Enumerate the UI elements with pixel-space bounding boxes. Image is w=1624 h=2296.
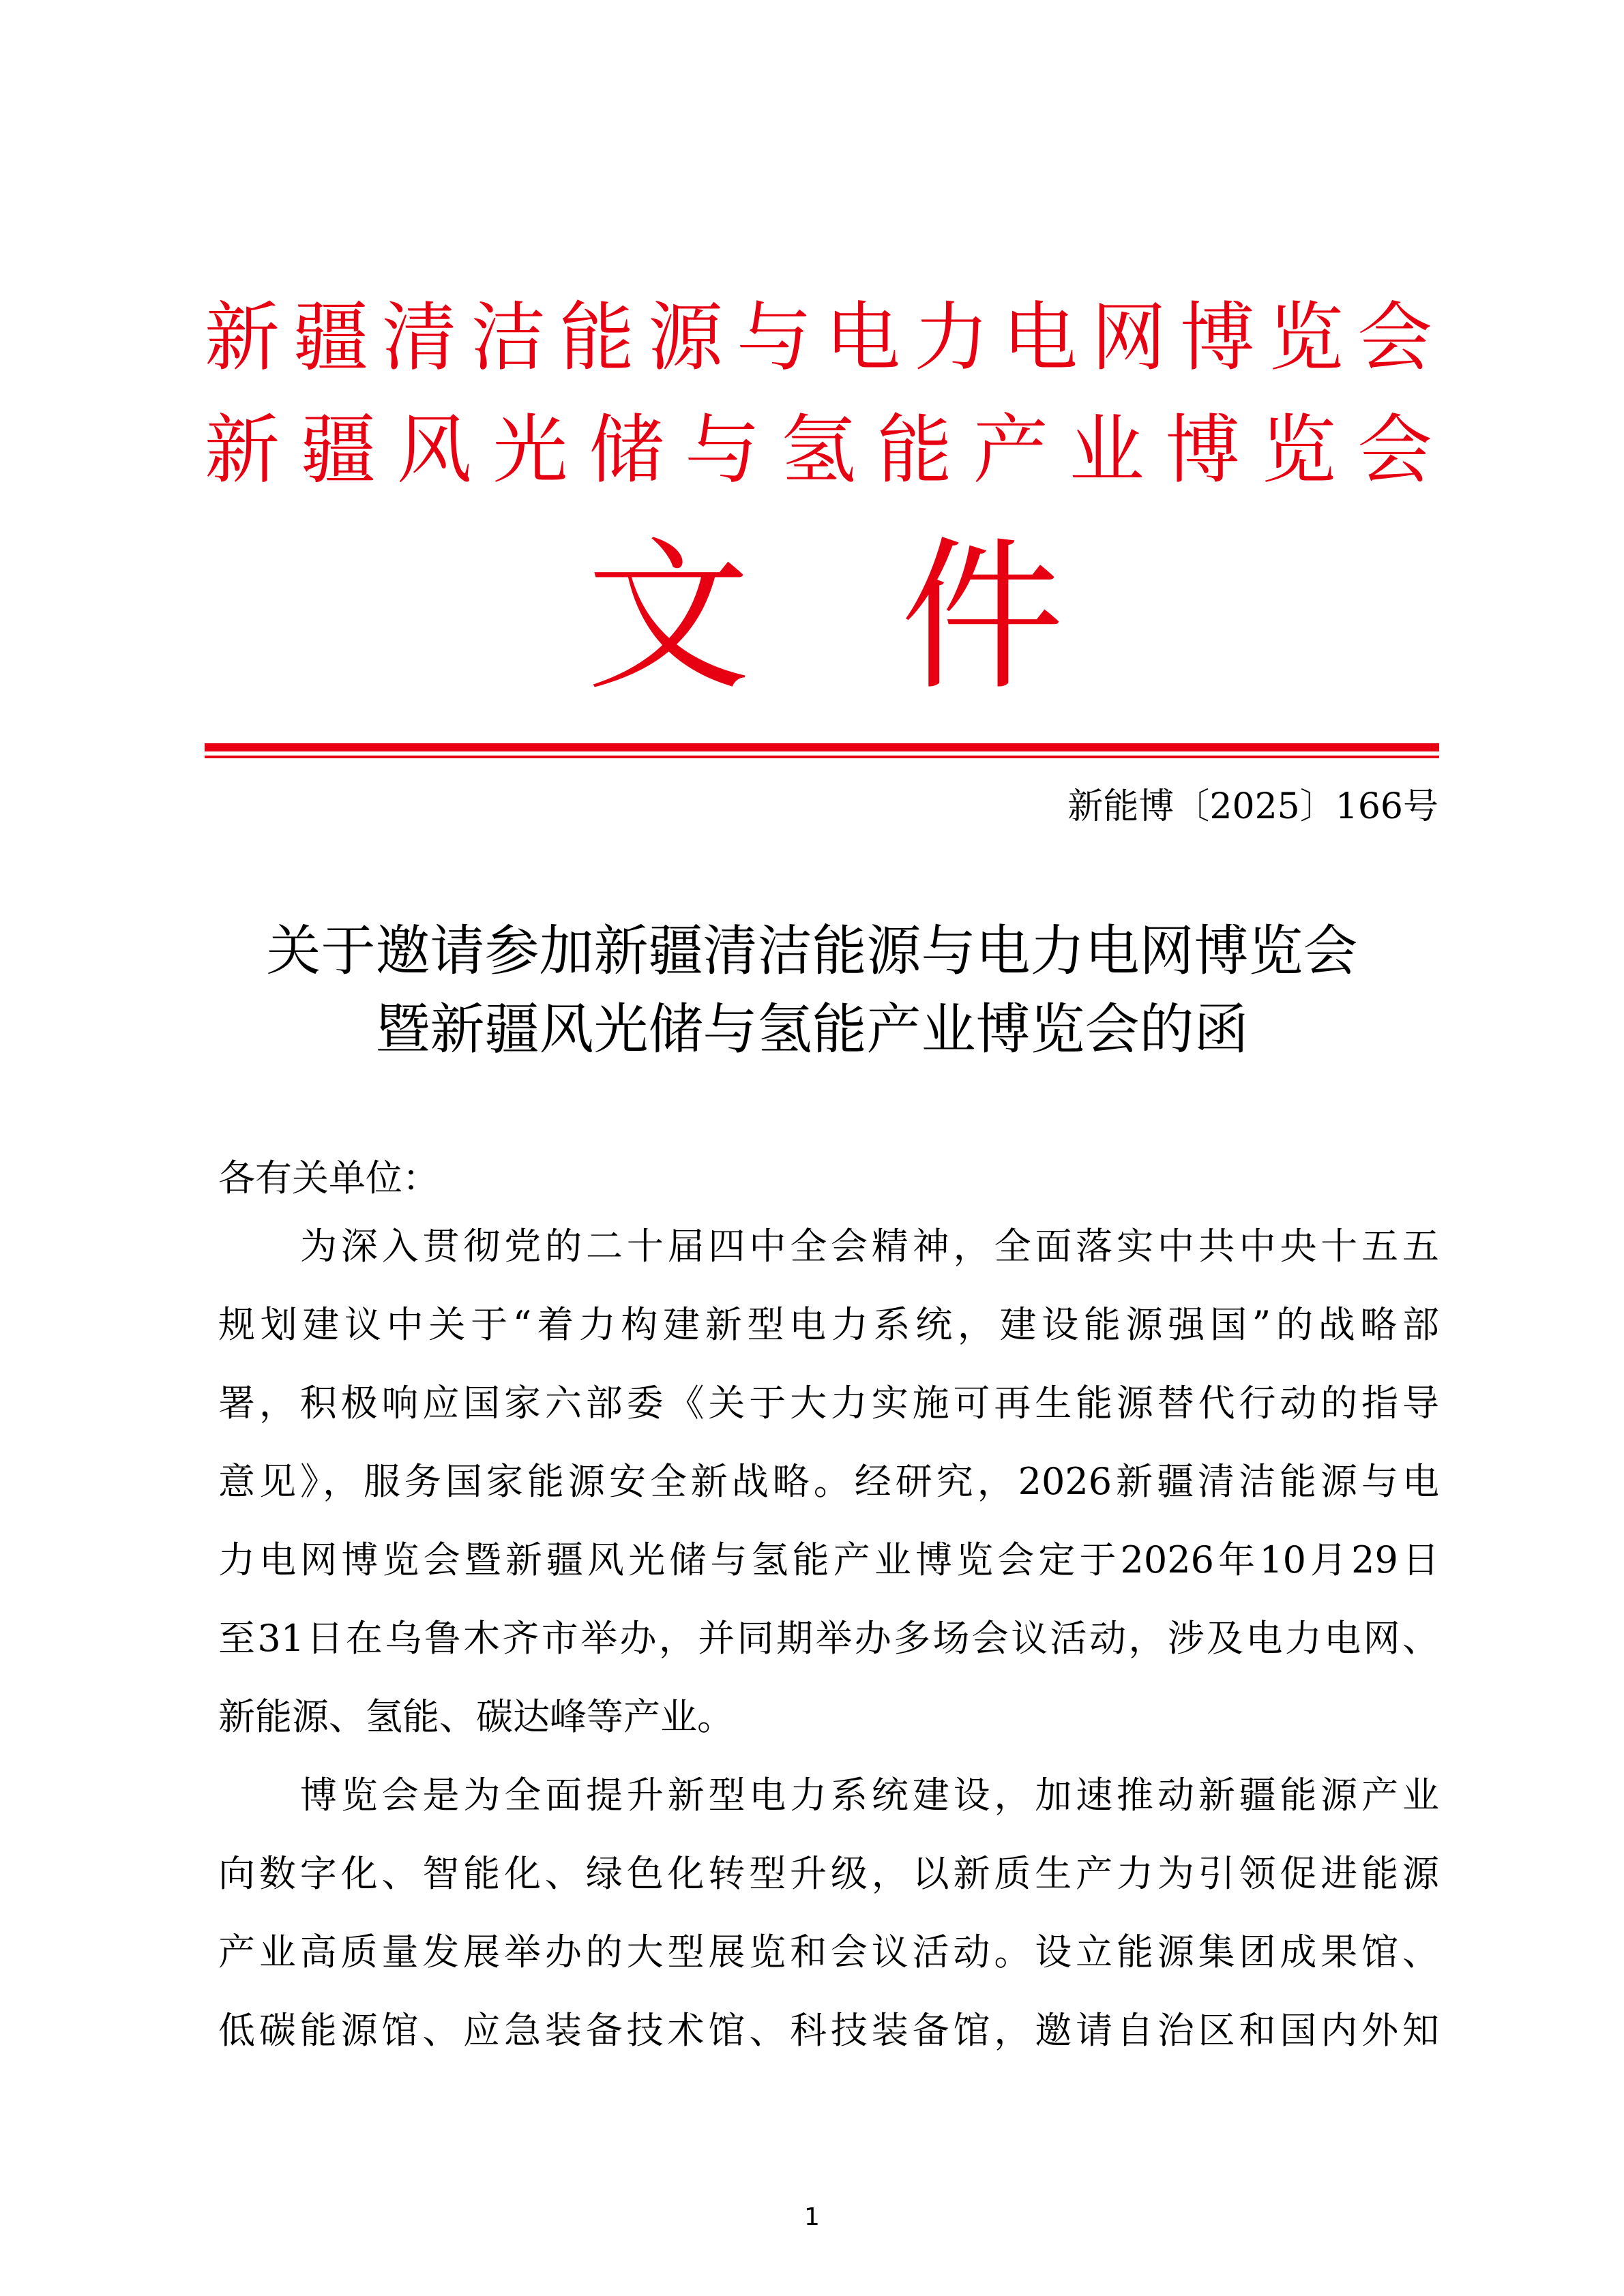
page-number: 1 (804, 2203, 820, 2231)
org-name-line-2: 新疆风光储与氢能产业博览会 (205, 406, 1432, 494)
red-header-rule-thick (205, 743, 1439, 751)
red-header-rule-thin (205, 756, 1439, 758)
letter-title-line-1: 关于邀请参加新疆清洁能源与电力电网博览会 (266, 919, 1358, 983)
paragraph-line: 新能源、氢能、碳达峰等产业。 (218, 1695, 734, 1738)
paragraph-line: 至31日在乌鲁木齐市举办，并同期举办多场会议活动，涉及电力电网、 (218, 1617, 1439, 1660)
letter-title-line-2: 暨新疆风光储与氢能产业博览会的函 (375, 998, 1249, 1061)
paragraph-line: 低碳能源馆、应急装备技术馆、科技装备馆，邀请自治区和国内外知 (218, 2009, 1439, 2052)
paragraph-line: 为深入贯彻党的二十届四中全会精神，全面落实中共中央十五五 (300, 1225, 1439, 1268)
salutation: 各有关单位： (218, 1157, 439, 1199)
document-type-label: 文件 (587, 522, 1064, 713)
paragraph-line: 规划建议中关于“着力构建新型电力系统，建设能源强国”的战略部 (218, 1303, 1439, 1346)
document-number: 新能博〔2025〕166号 (1067, 786, 1438, 827)
paragraph-line: 向数字化、智能化、绿色化转型升级，以新质生产力为引领促进能源 (218, 1852, 1439, 1895)
paragraph-line: 产业高质量发展举办的大型展览和会议活动。设立能源集团成果馆、 (218, 1930, 1439, 1973)
paragraph-line: 意见》，服务国家能源安全新战略。经研究，2026新疆清洁能源与电 (218, 1460, 1439, 1503)
paragraph-line: 署，积极响应国家六部委《关于大力实施可再生能源替代行动的指导 (218, 1382, 1439, 1425)
paragraph-line: 博览会是为全面提升新型电力系统建设，加速推动新疆能源产业 (300, 1774, 1439, 1817)
org-name-line-1: 新疆清洁能源与电力电网博览会 (205, 294, 1432, 381)
paragraph-line: 力电网博览会暨新疆风光储与氢能产业博览会定于2026年10月29日 (218, 1538, 1439, 1581)
